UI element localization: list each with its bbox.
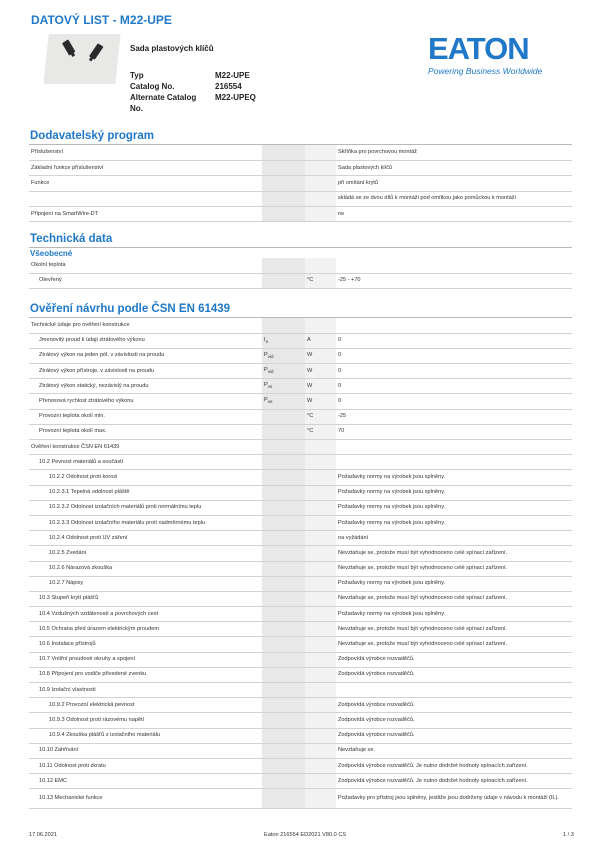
row-label: 10.2.4 Odolnost proti UV záření: [29, 531, 262, 546]
row-symbol: [262, 713, 305, 728]
row-unit: [305, 607, 336, 622]
section-subtitle: Všeobecné: [30, 249, 73, 258]
plastic-key-icon: [89, 43, 104, 59]
row-value: 0: [336, 379, 572, 394]
row-symbol: [262, 531, 305, 546]
row-unit: W: [305, 394, 336, 409]
row-value: Požadavky normy na výrobek jsou splněny.: [336, 485, 572, 500]
row-symbol: [262, 273, 305, 288]
symbol-text: P: [264, 382, 268, 389]
row-label: Připojení na SmartWire-DT: [29, 207, 262, 222]
design-section: [29, 302, 572, 809]
row-label: 10.9.4 Zkouška plášťů z izolačního materiálu: [29, 728, 262, 743]
table-row: [29, 546, 572, 561]
row-value: Zodpovídá výrobce rozvaděčů.: [336, 652, 572, 667]
table-row: [29, 160, 572, 175]
row-unit: [305, 652, 336, 667]
row-unit: [305, 591, 336, 606]
row-symbol: [262, 774, 305, 789]
table-row: [29, 258, 572, 273]
row-value: Zodpovídá výrobce rozvaděčů. Je nutno dodržet hodnoty spínacích zařízení.: [336, 758, 572, 773]
row-label: Ztrátový výkon na jeden pól, v závislosti na proudu: [29, 348, 262, 363]
table-row: [29, 561, 572, 576]
table-row: [29, 470, 572, 485]
logo-tagline: Powering Business Worldwide: [428, 66, 543, 76]
footer-doc: Eaton 216554 ED2021 V80.0 CS: [264, 832, 347, 838]
section-title: Technická data: [29, 232, 572, 248]
row-symbol: [262, 576, 305, 591]
row-unit: [305, 440, 336, 455]
footer-date: 17.06.2021: [29, 832, 57, 838]
row-value: Požadavky normy na výrobek jsou splněny.: [336, 500, 572, 515]
row-unit: W: [305, 348, 336, 363]
row-label: Technické údaje pro ověření konstrukce: [29, 318, 262, 333]
table-row: [29, 455, 572, 470]
row-label: Základní funkce příslušenství: [29, 160, 262, 175]
row-label: Provozní teplota okolí max.: [29, 424, 262, 439]
table-row: [29, 576, 572, 591]
row-symbol: [262, 622, 305, 637]
row-symbol: [262, 364, 305, 379]
row-value: 0: [336, 364, 572, 379]
spec-value: 216554: [215, 82, 242, 91]
row-value: Požadavky pro přístroj jsou splněny, jestliže jsou dodrženy údaje v návodu k montáži (IL).: [336, 789, 572, 809]
table-row: [29, 713, 572, 728]
row-label: 10.11 Odolnost proti zkratu: [29, 758, 262, 773]
row-value: Zodpovídá výrobce rozvaděčů.: [336, 667, 572, 682]
row-label: Ztrátový výkon přístroje, v závislosti na proudu: [29, 364, 262, 379]
symbol-text: P: [264, 397, 268, 404]
row-label: 10.13 Mechanické funkce: [29, 789, 262, 809]
row-label: 10.2 Pevnost materiálů a součástí: [29, 455, 262, 470]
table-row: [29, 440, 572, 455]
row-symbol: [262, 333, 305, 348]
symbol-text: I: [264, 336, 266, 343]
row-value: Požadavky normy na výrobek jsou splněny.: [336, 515, 572, 530]
row-symbol: [262, 637, 305, 652]
row-value: 0: [336, 348, 572, 363]
row-symbol: [262, 455, 305, 470]
row-symbol: [262, 758, 305, 773]
row-unit: °C: [305, 424, 336, 439]
row-unit: W: [305, 379, 336, 394]
table-row: [29, 683, 572, 698]
row-label: 10.4 Vzdušných vzdáleností a povrchových cest: [29, 607, 262, 622]
row-label: Funkce: [29, 176, 262, 191]
product-image: [43, 34, 120, 84]
row-label: 10.7 Vnitřní proudové okruhy a spojení: [29, 652, 262, 667]
row-unit: [305, 683, 336, 698]
section-title: Dodavatelský program: [29, 129, 572, 145]
row-label: 10.6 Instalace přístrojů: [29, 637, 262, 652]
table-row: [29, 591, 572, 606]
row-label: 10.9.3 Odolnost proti rázovému napětí: [29, 713, 262, 728]
spec-value: M22-UPEQ: [215, 93, 256, 102]
row-value: Nevztahuje se, protože musí být vyhodnoceno celé spínací zařízení.: [336, 637, 572, 652]
table-row: [29, 333, 572, 348]
spec-block: [130, 70, 256, 114]
row-unit: [305, 637, 336, 652]
spec-row: [130, 92, 256, 114]
row-value: ne: [336, 207, 572, 222]
row-label: 10.2.3.1 Tepelná odolnost pláště: [29, 485, 262, 500]
row-value: Nevztahuje se.: [336, 743, 572, 758]
spec-row: [130, 81, 256, 92]
table-row: [29, 379, 572, 394]
row-symbol: [262, 728, 305, 743]
table-row: [29, 698, 572, 713]
row-label: 10.3 Stupeň krytí plášťů: [29, 591, 262, 606]
spec-label: Catalog No.: [130, 82, 175, 91]
row-unit: [305, 774, 336, 789]
row-symbol: [262, 561, 305, 576]
design-table: [29, 318, 572, 809]
table-row: [29, 789, 572, 809]
logo-wordmark: EATON: [428, 31, 529, 66]
table-row: [29, 667, 572, 682]
row-unit: [305, 728, 336, 743]
table-row: [29, 207, 572, 222]
table-row: [29, 424, 572, 439]
row-label: 10.5 Ochrana před úrazem elektrickým proudem: [29, 622, 262, 637]
row-symbol: [262, 176, 305, 191]
table-row: [29, 176, 572, 191]
symbol-subscript: vid: [267, 369, 274, 375]
row-symbol: [262, 258, 305, 273]
row-label: 10.10 Zahřívání: [29, 743, 262, 758]
table-row: [29, 364, 572, 379]
table-row: [29, 758, 572, 773]
row-label: 10.9.2 Provozní elektrická pevnost: [29, 698, 262, 713]
symbol-text: P: [264, 351, 268, 358]
spec-label: Typ: [130, 71, 144, 80]
symbol-text: P: [264, 367, 268, 374]
row-symbol: [262, 515, 305, 530]
symbol-subscript: vs: [267, 384, 273, 390]
row-symbol: [262, 652, 305, 667]
row-unit: [305, 145, 336, 160]
row-label: 10.2.5 Zvedání: [29, 546, 262, 561]
row-symbol: [262, 485, 305, 500]
row-value: skládá se ze dvou dílů k montáži pod omítkou jako pomůckou k montáži: [336, 191, 572, 206]
row-unit: [305, 470, 336, 485]
supplier-section: [29, 129, 572, 222]
row-symbol: [262, 191, 305, 206]
product-description: Sada plastových klíčů: [130, 44, 214, 53]
row-symbol: [262, 440, 305, 455]
section-title: Ověření návrhu podle ČSN EN 61439: [29, 302, 572, 318]
supplier-table: [29, 145, 572, 222]
row-value: [336, 318, 572, 333]
row-symbol: [262, 348, 305, 363]
row-label: 10.8 Připojení pro vodiče přivedené zvenku: [29, 667, 262, 682]
row-label: Ztrátový výkon statický, nezávislý na proudu: [29, 379, 262, 394]
table-row: [29, 318, 572, 333]
footer-page: 1 / 3: [563, 832, 574, 838]
table-row: [29, 728, 572, 743]
row-unit: [305, 515, 336, 530]
spec-label: Alternate Catalog No.: [130, 93, 197, 113]
table-row: [29, 485, 572, 500]
row-symbol: [262, 667, 305, 682]
row-label: 10.2.6 Nárazová zkouška: [29, 561, 262, 576]
row-symbol: [262, 500, 305, 515]
row-value: Sada plastových klíčů: [336, 160, 572, 175]
table-row: [29, 515, 572, 530]
row-label: Provozní teplota okolí min.: [29, 409, 262, 424]
symbol-subscript: n: [265, 338, 269, 344]
table-row: [29, 637, 572, 652]
symbol-subscript: ve: [267, 399, 273, 405]
row-symbol: [262, 546, 305, 561]
row-symbol: [262, 743, 305, 758]
row-unit: [305, 561, 336, 576]
row-value: 0: [336, 394, 572, 409]
row-symbol: [262, 207, 305, 222]
table-row: [29, 191, 572, 206]
table-row: [29, 743, 572, 758]
row-symbol: [262, 683, 305, 698]
row-symbol: [262, 409, 305, 424]
row-symbol: [262, 145, 305, 160]
row-label: 10.2.2 Odolnost proti korozi: [29, 470, 262, 485]
table-row: [29, 774, 572, 789]
row-label: Přenosová rychlost ztrátového výkonu: [29, 394, 262, 409]
spec-row: [130, 70, 256, 81]
row-value: 0: [336, 333, 572, 348]
row-value: Zodpovídá výrobce rozvaděčů.: [336, 713, 572, 728]
row-unit: [305, 531, 336, 546]
row-symbol: [262, 470, 305, 485]
table-row: [29, 273, 572, 288]
table-row: [29, 394, 572, 409]
table-row: [29, 607, 572, 622]
row-value: -25: [336, 409, 572, 424]
row-label: Příslušenství: [29, 145, 262, 160]
row-value: Požadavky normy na výrobek jsou splněny.: [336, 576, 572, 591]
plastic-key-icon: [62, 39, 75, 55]
row-unit: [305, 207, 336, 222]
row-value: Nevztahuje se, protože musí být vyhodnoceno celé spínací zařízení.: [336, 546, 572, 561]
row-symbol: [262, 591, 305, 606]
row-unit: [305, 258, 336, 273]
row-value: Požadavky normy na výrobek jsou splněny.: [336, 607, 572, 622]
row-unit: W: [305, 364, 336, 379]
row-value: 70: [336, 424, 572, 439]
row-unit: °C: [305, 409, 336, 424]
row-symbol: [262, 424, 305, 439]
row-symbol: [262, 379, 305, 394]
row-value: při omítání krytů: [336, 176, 572, 191]
row-value: Požadavky normy na výrobek jsou splněny.: [336, 470, 572, 485]
row-label: 10.9 Izolační vlastnosti: [29, 683, 262, 698]
row-value: [336, 455, 572, 470]
row-unit: [305, 713, 336, 728]
table-row: [29, 145, 572, 160]
row-unit: [305, 485, 336, 500]
table-row: [29, 348, 572, 363]
table-row: [29, 531, 572, 546]
row-label: 10.2.7 Nápisy: [29, 576, 262, 591]
symbol-subscript: vid: [267, 354, 274, 360]
row-symbol: [262, 160, 305, 175]
row-symbol: [262, 394, 305, 409]
row-symbol: [262, 698, 305, 713]
row-label: Jmenovitý proud k údaji ztrátového výkonu: [29, 333, 262, 348]
row-value: Zodpovídá výrobce rozvaděčů.: [336, 728, 572, 743]
row-unit: [305, 667, 336, 682]
row-symbol: [262, 318, 305, 333]
row-unit: [305, 698, 336, 713]
page-title: DATOVÝ LIST - M22-UPE: [31, 13, 172, 27]
row-value: [336, 683, 572, 698]
row-unit: [305, 176, 336, 191]
row-value: [336, 258, 572, 273]
row-value: Nevztahuje se, protože musí být vyhodnoceno celé spínací zařízení.: [336, 561, 572, 576]
eaton-logo: [428, 32, 574, 76]
row-label: 10.2.3.2 Odolnost izolačních materiálů proti normálnímu teplu: [29, 500, 262, 515]
row-unit: [305, 622, 336, 637]
row-label: 10.12 EMC: [29, 774, 262, 789]
row-unit: A: [305, 333, 336, 348]
table-row: [29, 652, 572, 667]
row-label: Okolní teplota: [29, 258, 262, 273]
table-row: [29, 622, 572, 637]
row-unit: [305, 576, 336, 591]
row-value: Nevztahuje se, protože musí být vyhodnoceno celé spínací zařízení.: [336, 622, 572, 637]
row-label: 10.2.3.3 Odolnost izolačního materiálu proti nadměrnému teplu: [29, 515, 262, 530]
row-label: Otevřený: [29, 273, 262, 288]
row-value: Skříňka pro povrchovou montáž: [336, 145, 572, 160]
row-value: na vyžádání: [336, 531, 572, 546]
row-unit: [305, 500, 336, 515]
row-unit: [305, 546, 336, 561]
row-value: -25 - +70: [336, 273, 572, 288]
row-unit: [305, 191, 336, 206]
row-unit: [305, 758, 336, 773]
row-unit: °C: [305, 273, 336, 288]
spec-value: M22-UPE: [215, 71, 250, 80]
row-unit: [305, 789, 336, 809]
row-symbol: [262, 789, 305, 809]
row-unit: [305, 318, 336, 333]
row-unit: [305, 743, 336, 758]
row-symbol: [262, 607, 305, 622]
row-label: Ověření konstrukce ČSN EN 61439: [29, 440, 262, 455]
row-value: Zodpovídá výrobce rozvaděčů.: [336, 698, 572, 713]
row-unit: [305, 455, 336, 470]
row-label: [29, 191, 262, 206]
row-value: [336, 440, 572, 455]
row-value: Zodpovídá výrobce rozvaděčů. Je nutno dodržet hodnoty spínacích zařízení.: [336, 774, 572, 789]
row-value: Nevztahuje se, protože musí být vyhodnoceno celé spínací zařízení.: [336, 591, 572, 606]
technical-table: [29, 258, 572, 289]
table-row: [29, 500, 572, 515]
table-row: [29, 409, 572, 424]
row-unit: [305, 160, 336, 175]
technical-section: [29, 232, 572, 289]
